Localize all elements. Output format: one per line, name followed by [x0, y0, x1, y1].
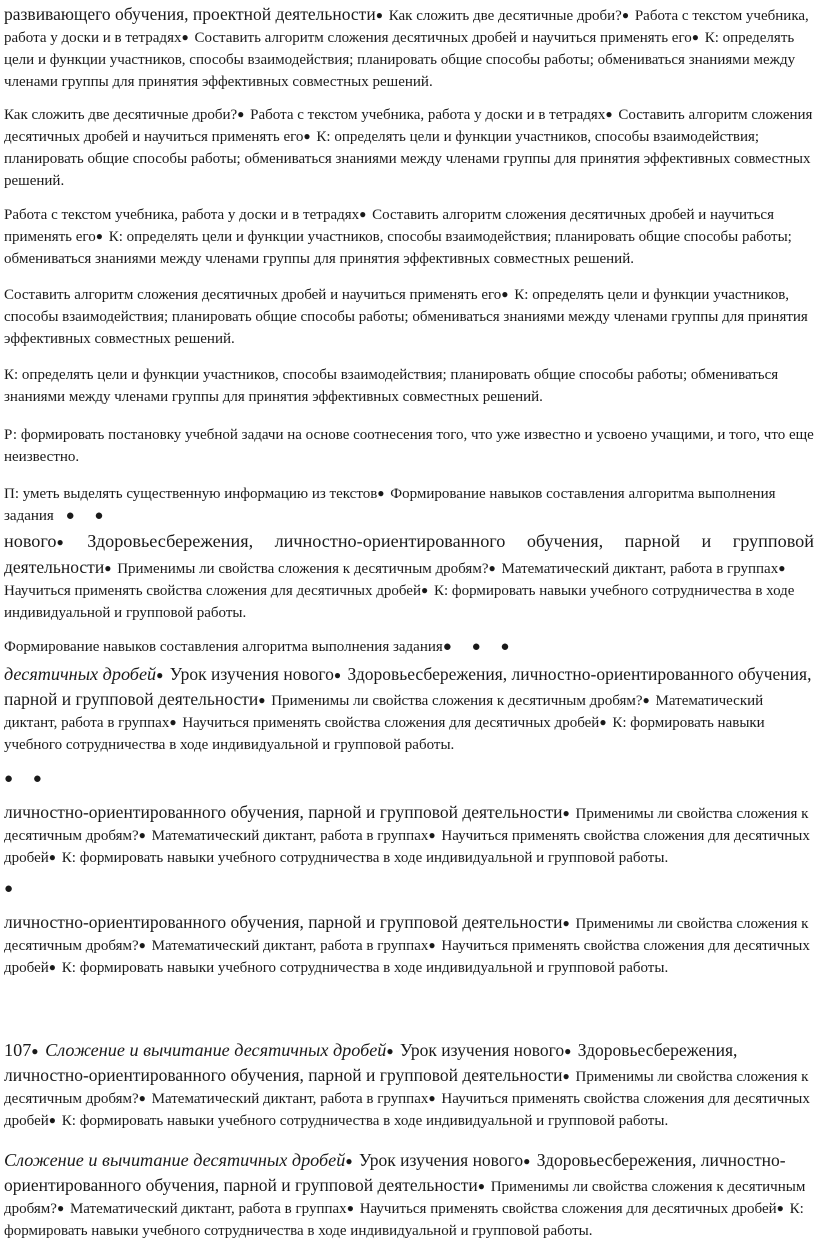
paragraph-4 [4, 284, 814, 350]
text-fragment: Применимы ли свойства сложения к десятичным дробям? [4, 806, 809, 844]
text-fragment: Применимы ли свойства сложения к десятичным дробям? [267, 693, 643, 709]
paragraph-8-rest [4, 662, 814, 756]
text-fragment: Р: формировать постановку учебной задачи на основе соотнесения того, что уже известно и усвоено учащими, и того, что еще неизвестно. [4, 427, 814, 465]
bullet-icon: ● [56, 535, 64, 549]
text-fragment: Урок изучения нового [354, 1150, 524, 1170]
text-fragment: Сложение и вычитание десятичных дробей [4, 1150, 346, 1170]
text-fragment: Научиться применять свойства сложения для десятичных дробей [4, 1091, 810, 1129]
paragraph-7-rest [4, 555, 814, 624]
text-fragment: Урок изучения нового [165, 664, 334, 684]
bullet-icon: ● [377, 486, 385, 500]
bullet-icon: ● [562, 806, 570, 820]
bullet-icon: ● [428, 1091, 436, 1105]
text-fragment: Научиться применять свойства сложения для десятичных дробей [355, 1201, 777, 1217]
text-fragment: Математический диктант, работа в группах [147, 828, 429, 844]
bullet-icon: ● [562, 916, 570, 930]
text-fragment: десятичных дробей [4, 664, 157, 684]
bullet-icon: ● [428, 938, 436, 952]
bullet-icon: ● [258, 693, 266, 707]
text-fragment: Применимы ли свойства сложения к десятичным дробям? [4, 1179, 806, 1217]
paragraph-10 [4, 910, 814, 979]
text-fragment: К: определять цели и функции участников, способы взаимодействия; планировать общие способы работы; обмениваться знаниями между членами группы для принятия эффективных совместных решений. [4, 229, 792, 267]
text-fragment: К: формировать навыки учебного сотрудничества в ходе индивидуальной и групповой работы. [58, 960, 669, 976]
text-fragment: деятельности [4, 557, 105, 577]
text-fragment: Математический диктант, работа в группах [147, 1091, 429, 1107]
text-fragment: К: формировать навыки учебного сотрудничества в ходе индивидуальной и групповой работы. [4, 583, 795, 621]
text-fragment: Здоровьесбережения, личностно-ориентированного обучения, парной и групповой деятельности [4, 1150, 786, 1195]
text-fragment: К: формировать навыки учебного сотрудничества в ходе индивидуальной и групповой работы. [58, 1113, 669, 1129]
text-fragment: К: формировать навыки учебного сотрудничества в ходе индивидуальной и групповой работы. [4, 715, 765, 753]
text-fragment: Как сложить две десятичные дроби? [384, 8, 622, 24]
text-fragment: Математический диктант, работа в группах [66, 1201, 347, 1217]
bullet-icon: ● [138, 828, 146, 842]
paragraph-7-line [4, 529, 814, 556]
paragraph-7 [4, 483, 814, 527]
paragraph-6 [4, 424, 814, 468]
bullet-icon: ● [562, 1069, 570, 1083]
bullet-icon: ● [56, 1201, 65, 1215]
text-fragment: Математический диктант, работа в группах [147, 938, 429, 954]
bullet-icon: ● [420, 583, 429, 597]
bullet-icon: ● [237, 107, 245, 121]
bullet-icon: ● [138, 938, 146, 952]
paragraph-1 [4, 2, 814, 93]
text-fragment: Урок изучения нового [395, 1040, 565, 1060]
bullet-icon: ● [477, 1179, 485, 1193]
bullet-icon: ● [778, 561, 786, 575]
text-fragment: Здоровьесбережения, личностно-ориентированного обучения, парной и групповой [65, 531, 814, 551]
bullet-icon: ● [375, 8, 383, 22]
text-fragment: Научиться применять свойства сложения для десятичных дробей [4, 828, 810, 866]
bullet-icon: ● [31, 1044, 39, 1058]
text-fragment: Здоровьесбережения, личностно-ориентированного обучения, парной и групповой деятельности [4, 664, 812, 709]
text-fragment: К: определять цели и функции участников, способы взаимодействия; планировать общие способы работы; обмениваться знаниями между членами группы для принятия эффективных совместных решений. [4, 30, 796, 90]
paragraph-5 [4, 364, 814, 408]
text-fragment: К: определять цели и функции участников, способы взаимодействия; планировать общие способы работы; обмениваться знаниями между членами группы для принятия эффективных совместных решений. [4, 367, 779, 405]
text-fragment: личностно-ориентированного обучения, парной и групповой деятельности [4, 912, 563, 932]
bullet-icon: ● [359, 207, 367, 221]
bullet-icon: ● [104, 561, 112, 575]
bullet-icon: ● [386, 1044, 394, 1058]
text-fragment: К: определять цели и функции участников, способы взаимодействия; планировать общие способы работы; обмениваться знаниями между членами группы для принятия эффективных совместных решений. [4, 287, 808, 347]
bullet-icon: ● [48, 850, 57, 864]
bullet-icon: ● [95, 229, 103, 243]
bullet-icon: ● [138, 1091, 146, 1105]
bullet-icon: ● [428, 828, 436, 842]
paragraph-8 [4, 636, 814, 658]
bullet-icon: ● [605, 107, 613, 121]
paragraph-3 [4, 204, 814, 270]
text-fragment: К: формировать навыки учебного сотрудничества в ходе индивидуальной и групповой работы. [58, 850, 669, 866]
text-fragment: Составить алгоритм сложения десятичных дробей и научиться применять его [4, 207, 774, 245]
bullet-icon: ● [48, 960, 57, 974]
text-fragment: Работа с текстом учебника, работа у доски и в тетрадях [246, 107, 606, 123]
text-fragment: нового [4, 531, 57, 551]
text-fragment: Сложение и вычитание десятичных дробей [40, 1040, 387, 1060]
bullet-icon: ● [4, 881, 14, 897]
text-fragment: Составить алгоритм сложения десятичных дробей и научиться применять его [4, 287, 502, 303]
bullet-icon: ● [345, 1154, 353, 1168]
text-fragment: Применимы ли свойства сложения к десятичным дробям? [113, 561, 489, 577]
bullet-icon: ● [48, 1113, 57, 1127]
paragraph-9 [4, 800, 814, 869]
text-fragment: Формирование навыков составления алгоритма выполнения задания [4, 639, 443, 655]
text-fragment: Работа с текстом учебника, работа у доски и в тетрадях [4, 207, 360, 223]
bullet-icon: ● [642, 693, 650, 707]
text-fragment: развивающего обучения, проектной деятельности [4, 4, 376, 24]
text-fragment: Научиться применять свойства сложения для десятичных дробей [4, 938, 810, 976]
text-fragment: Научиться применять свойства сложения для десятичных дробей [4, 583, 421, 599]
text-fragment: Применимы ли свойства сложения к десятичным дробям? [4, 916, 809, 954]
text-fragment: Применимы ли свойства сложения к десятичным дробям? [4, 1069, 809, 1107]
text-fragment: Математический диктант, работа в группах [497, 561, 779, 577]
bullet-icon: ● [169, 715, 177, 729]
text-fragment: Формирование навыков составления алгоритма выполнения задания [4, 486, 776, 524]
bullet-icon: ● [181, 30, 189, 44]
row-number: 107 [4, 1040, 32, 1060]
bullet-icon: ● [523, 1154, 531, 1168]
bullet-icon: ● [333, 668, 342, 682]
bullet-icon: ● [156, 668, 164, 682]
text-fragment: Здоровьесбережения, личностно-ориентированного обучения, парной и групповой деятельности [4, 1040, 738, 1085]
text-fragment: Составить алгоритм сложения десятичных дробей и научиться применять его [4, 107, 813, 145]
paragraph-11 [4, 1038, 814, 1132]
text-fragment: Работа с текстом учебника, работа у доски и в тетрадях [4, 8, 809, 46]
bullet-icon: ● ● [4, 771, 50, 787]
text-fragment: Научиться применять свойства сложения для десятичных дробей [178, 715, 600, 731]
text-fragment: Математический диктант, работа в группах [4, 693, 764, 731]
bullet-icon: ● [501, 287, 509, 301]
text-fragment: личностно-ориентированного обучения, парной и групповой деятельности [4, 802, 563, 822]
bullet-icon: ● ● ● [442, 639, 518, 655]
paragraph-12 [4, 1148, 814, 1242]
bullet-row [4, 768, 814, 790]
text-fragment: Как сложить две десятичные дроби? [4, 107, 238, 123]
bullet-icon: ● [621, 8, 630, 22]
bullet-icon: ● [599, 715, 607, 729]
bullet-row [4, 878, 814, 900]
bullet-icon: ● [346, 1201, 354, 1215]
text-fragment: К: формировать навыки учебного сотрудничества в ходе индивидуальной и групповой работы. [4, 1201, 804, 1239]
bullet-icon: ● [564, 1044, 572, 1058]
text-fragment: К: определять цели и функции участников, способы взаимодействия; планировать общие способы работы; обмениваться знаниями между членами группы для принятия эффективных совместных решений. [4, 129, 811, 189]
bullet-icon: ● [776, 1201, 784, 1215]
text-fragment: Составить алгоритм сложения десятичных дробей и научиться применять его [190, 30, 692, 46]
bullet-icon: ● ● [53, 508, 112, 524]
bullet-icon: ● [488, 561, 496, 575]
bullet-icon: ● [691, 30, 699, 44]
bullet-icon: ● [303, 129, 311, 143]
text-fragment: П: уметь выделять существенную информацию из текстов [4, 486, 378, 502]
paragraph-2 [4, 104, 814, 192]
